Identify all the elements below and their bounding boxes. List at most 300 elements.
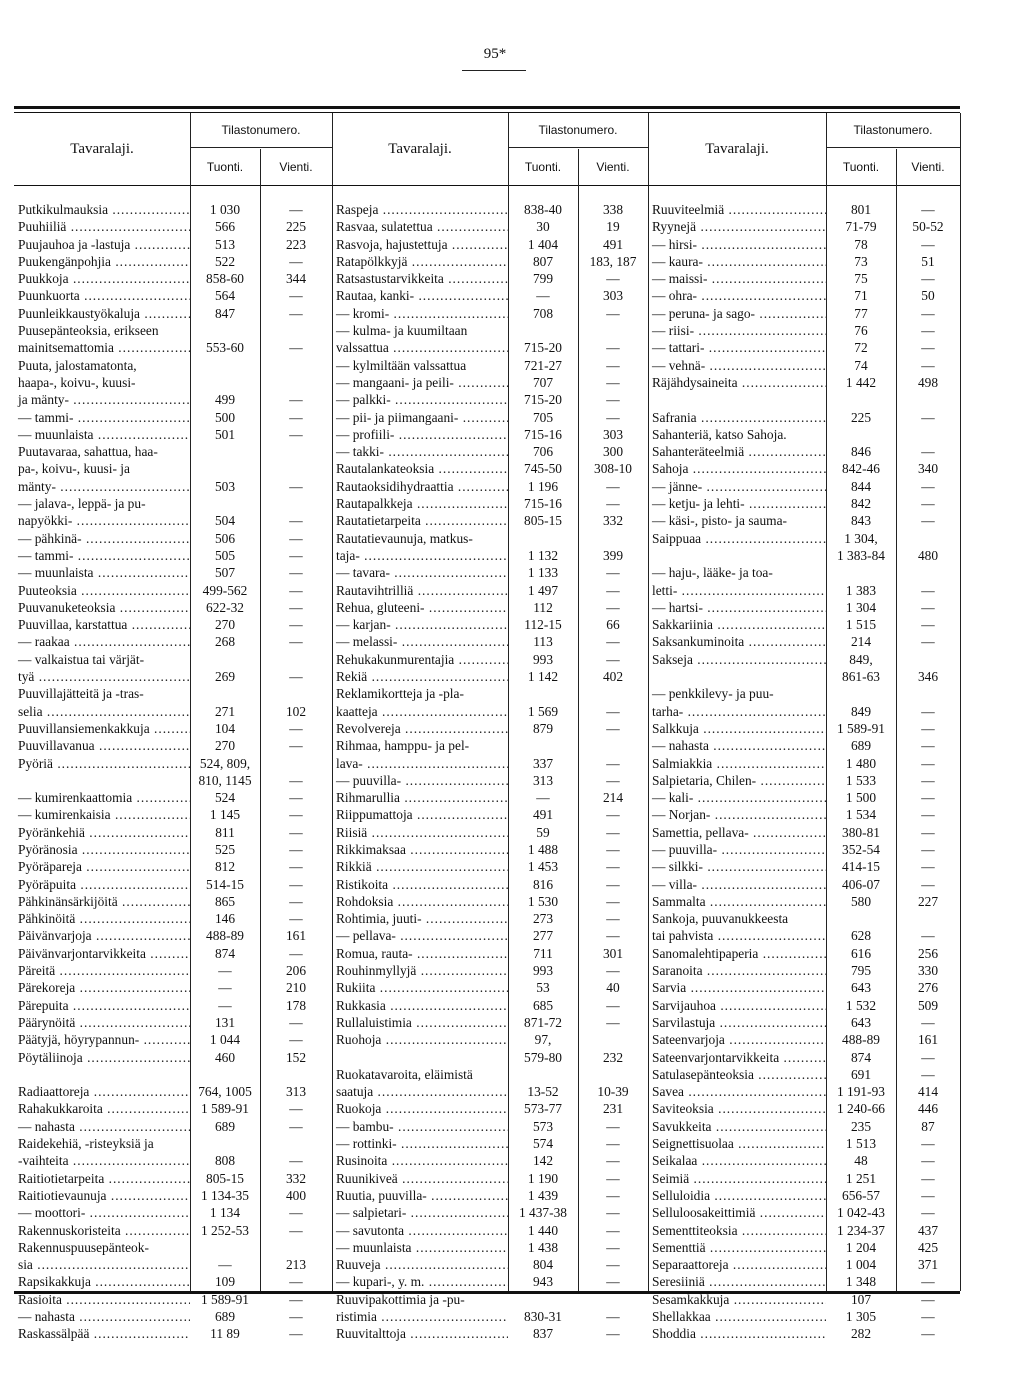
- table-row: [14, 426, 332, 443]
- export-number: —: [606, 1014, 620, 1030]
- export-number: 480: [917, 547, 939, 563]
- export-number: —: [606, 305, 620, 321]
- goods-name: — tammi- .....: [14, 547, 190, 564]
- goods-name: lava- .....: [332, 755, 508, 772]
- export-number: —: [606, 409, 620, 425]
- export-number: —: [289, 530, 303, 546]
- table-row: [14, 322, 332, 339]
- import-number: 1 191-93: [837, 1084, 885, 1100]
- goods-name: Ruuvipakottimia ja -pu-: [336, 1291, 465, 1307]
- import-number: 842-46: [842, 461, 880, 477]
- goods-name: — käsi-, pisto- ja sauma-: [652, 513, 787, 529]
- table-row: [648, 253, 960, 270]
- import-number: 707: [532, 374, 554, 390]
- export-number: —: [289, 617, 303, 633]
- table-row: [648, 962, 960, 979]
- export-number: —: [921, 1066, 935, 1082]
- table-row: [648, 236, 960, 253]
- export-number: —: [606, 599, 620, 615]
- import-number: 849: [850, 703, 872, 719]
- export-number: 276: [917, 980, 939, 996]
- export-number: —: [606, 565, 620, 581]
- table-row: [332, 1014, 648, 1031]
- export-number: —: [289, 565, 303, 581]
- export-number: [260, 357, 332, 374]
- export-number: —: [921, 1170, 935, 1186]
- table-row: [648, 737, 960, 754]
- goods-name: Puutavaraa, sahattua, haa-: [18, 444, 158, 460]
- table-row: [648, 945, 960, 962]
- export-number: 340: [917, 461, 939, 477]
- export-number: [896, 530, 960, 547]
- export-number: —: [921, 1309, 935, 1324]
- import-number: 553-60: [206, 340, 244, 356]
- import-number: 504: [214, 513, 236, 529]
- export-number: —: [289, 893, 303, 909]
- table-row: [648, 426, 960, 443]
- import-number: [190, 374, 260, 391]
- goods-name: Seimiä .....: [648, 1170, 826, 1187]
- stat-number-header: Tilastonumero.: [826, 113, 960, 148]
- export-number: 301: [602, 945, 624, 961]
- export-number: 232: [602, 1049, 624, 1065]
- goods-name: valssattua .....: [332, 339, 508, 356]
- export-number: 161: [285, 928, 307, 944]
- table-row: [332, 512, 648, 529]
- import-number: 564: [214, 288, 236, 304]
- table-row: [332, 218, 648, 235]
- goods-name: — ketju- ja lehti- .....: [648, 495, 826, 512]
- import-number: —: [536, 790, 550, 806]
- export-number: —: [606, 357, 620, 373]
- table-row: [14, 582, 332, 599]
- import-number: 706: [532, 444, 554, 460]
- goods-name: Safrania .....: [648, 409, 826, 426]
- goods-name: Rohdoksia .....: [332, 893, 508, 910]
- table-row: [14, 927, 332, 944]
- goods-name: Puuvillaa, karstattua .....: [14, 616, 190, 633]
- import-number: 685: [532, 997, 554, 1013]
- export-number: —: [289, 738, 303, 754]
- import-number: 715-16: [524, 426, 562, 442]
- table-row: [14, 876, 332, 893]
- page-number: 95*: [483, 46, 507, 62]
- import-number: 573: [532, 1118, 554, 1134]
- table-row: [14, 616, 332, 633]
- goods-name: haapa-, koivu-, kuusi-: [18, 374, 136, 390]
- import-number: 499-562: [202, 582, 248, 598]
- table-row: [14, 218, 332, 235]
- import-number: 816: [532, 876, 554, 892]
- export-number: 425: [917, 1239, 939, 1255]
- table-row: [648, 201, 960, 218]
- import-number: 1 532: [845, 997, 877, 1013]
- import-number: 1 515: [845, 617, 877, 633]
- goods-name: — riisi- .....: [648, 322, 826, 339]
- import-number: 525: [214, 841, 236, 857]
- table-row: [332, 651, 648, 668]
- goods-name: Sahoja .....: [648, 460, 826, 477]
- table-row: [648, 599, 960, 616]
- import-number: 488-89: [842, 1032, 880, 1048]
- table-row: [648, 1083, 960, 1100]
- export-number: 509: [917, 997, 939, 1013]
- goods-name: Pyöränosia .....: [14, 841, 190, 858]
- goods-header: Tavaralaji.: [70, 140, 134, 157]
- export-number: —: [921, 824, 935, 840]
- import-number: 993: [532, 651, 554, 667]
- goods-name: Rautaoksidihydraattia .....: [332, 478, 508, 495]
- goods-name: Rautalankateoksia .....: [332, 460, 508, 477]
- goods-name: Raitiotievaunuja .....: [14, 1187, 190, 1204]
- import-number: 500: [214, 409, 236, 425]
- export-number: —: [921, 1153, 935, 1169]
- export-number: [578, 1066, 648, 1083]
- import-number: 721-27: [524, 357, 562, 373]
- export-number: 50-52: [912, 219, 944, 235]
- export-number: [260, 1239, 332, 1256]
- export-number: —: [606, 997, 620, 1013]
- table-row: [648, 841, 960, 858]
- goods-name: Pyöräpuita .....: [14, 876, 190, 893]
- export-number: —: [606, 720, 620, 736]
- goods-name: Rullaluistimia .....: [332, 1014, 508, 1031]
- table-row: [332, 1273, 648, 1290]
- table-row: [648, 806, 960, 823]
- table-row: [648, 1100, 960, 1117]
- export-number: 40: [606, 980, 620, 996]
- import-number: 1 404: [527, 236, 559, 252]
- goods-name: Puuvillavanua .....: [14, 737, 190, 754]
- table-row: [648, 512, 960, 529]
- import-number: 104: [214, 720, 236, 736]
- goods-name: ristimia .....: [332, 1308, 508, 1325]
- table-row: [332, 495, 648, 512]
- export-number: [578, 737, 648, 754]
- table-row: [332, 530, 648, 547]
- import-number: 11 89: [210, 1326, 240, 1342]
- goods-name: Ruokatavaroita, eläimistä: [336, 1066, 473, 1082]
- goods-name: — ohra- .....: [648, 287, 826, 304]
- export-number: —: [289, 807, 303, 823]
- import-number: 75: [854, 271, 868, 287]
- table-row: [648, 720, 960, 737]
- import-number: 805-15: [206, 1170, 244, 1186]
- export-number: —: [921, 496, 935, 512]
- import-number: 501: [214, 426, 236, 442]
- table-row: [648, 651, 960, 668]
- import-number: 414-15: [842, 859, 880, 875]
- export-number: 225: [285, 219, 307, 235]
- export-number: 332: [285, 1170, 307, 1186]
- import-number: 799: [532, 271, 554, 287]
- table-row: [14, 1308, 332, 1325]
- export-number: 51: [921, 253, 935, 269]
- goods-name: Sakseja .....: [648, 651, 826, 668]
- import-number: 801: [850, 202, 872, 217]
- import-number: 270: [214, 738, 236, 754]
- table-row: [648, 910, 960, 927]
- import-number: 622-32: [206, 599, 244, 615]
- export-number: [260, 755, 332, 772]
- import-number: 107: [850, 1291, 872, 1307]
- goods-name: Puuvillansiemenkakkuja .....: [14, 720, 190, 737]
- goods-name: Rukkasia .....: [332, 997, 508, 1014]
- goods-name: — kromi- .....: [332, 305, 508, 322]
- table-row: [332, 962, 648, 979]
- goods-header: Tavaralaji.: [705, 140, 769, 157]
- import-number: 112-15: [524, 617, 562, 633]
- export-number: 223: [285, 236, 307, 252]
- goods-name: — melassi- .....: [332, 633, 508, 650]
- goods-name: mainitsemattomia .....: [14, 339, 190, 356]
- goods-name: Puukengänpohjia .....: [14, 253, 190, 270]
- import-number: 1 190: [527, 1170, 559, 1186]
- goods-name: Puusepänteoksia, erikseen: [18, 323, 159, 339]
- goods-name: Rukiita .....: [332, 979, 508, 996]
- table-row: [14, 979, 332, 996]
- import-number: 282: [850, 1326, 872, 1342]
- import-number: 491: [532, 807, 554, 823]
- goods-name: Saviteoksia .....: [648, 1100, 826, 1117]
- goods-name: Ruuviteelmiä .....: [648, 201, 826, 218]
- export-number: —: [289, 426, 303, 442]
- export-number: [260, 460, 332, 477]
- table-row: [332, 1066, 648, 1083]
- table-row: [332, 391, 648, 408]
- goods-name: Rihmaa, hamppu- ja pel-: [336, 738, 470, 754]
- goods-name: Rusinoita .....: [332, 1152, 508, 1169]
- table-row: [14, 997, 332, 1014]
- goods-name: — kali- .....: [648, 789, 826, 806]
- export-number: —: [921, 1187, 935, 1203]
- table-row: [332, 737, 648, 754]
- export-number: —: [921, 859, 935, 875]
- goods-name: Separaattoreja .....: [648, 1256, 826, 1273]
- export-number: —: [606, 478, 620, 494]
- export-number: 346: [917, 669, 939, 685]
- table-row: [332, 287, 648, 304]
- export-number: —: [921, 409, 935, 425]
- goods-name: — puuvilla- .....: [648, 841, 826, 858]
- export-number: —: [289, 547, 303, 563]
- goods-name: Shoddia .....: [648, 1325, 826, 1342]
- table-row: [648, 1014, 960, 1031]
- export-number: —: [921, 513, 935, 529]
- goods-name: Riippumattoja .....: [332, 806, 508, 823]
- table-row: [332, 409, 648, 426]
- table-row: [332, 1325, 648, 1342]
- export-number: —: [289, 772, 303, 788]
- table-row: [14, 287, 332, 304]
- table-row: [332, 1256, 648, 1273]
- export-number: 183, 187: [589, 253, 637, 269]
- export-header: Vienti.: [911, 160, 945, 174]
- export-number: —: [921, 755, 935, 771]
- export-number: —: [606, 911, 620, 927]
- import-number: 846: [850, 444, 872, 460]
- import-number: [826, 685, 896, 702]
- export-number: 214: [602, 790, 624, 806]
- table-row: [332, 1031, 648, 1048]
- goods-name: — bambu- .....: [332, 1118, 508, 1135]
- goods-name: Puunleikkaustyökaluja .....: [14, 305, 190, 322]
- import-number: 71: [854, 288, 868, 304]
- table-row: [14, 1152, 332, 1169]
- table-row: [332, 789, 648, 806]
- goods-name: — Norjan- .....: [648, 806, 826, 823]
- column-header: [332, 113, 648, 186]
- export-number: —: [289, 1032, 303, 1048]
- import-number: 844: [850, 478, 872, 494]
- table-row: [648, 1118, 960, 1135]
- export-number: 66: [606, 617, 620, 633]
- import-number: 1 534: [845, 807, 877, 823]
- goods-name: Sarvijauhoa .....: [648, 997, 826, 1014]
- table-row: [14, 893, 332, 910]
- table-row: [14, 391, 332, 408]
- export-number: —: [289, 392, 303, 408]
- goods-name: — kulma- ja kuumiltaan: [336, 323, 468, 339]
- import-number: 843: [850, 513, 872, 529]
- export-number: —: [921, 271, 935, 287]
- table-row: [332, 703, 648, 720]
- import-number: 643: [850, 980, 872, 996]
- goods-name: Salmiakkia .....: [648, 755, 826, 772]
- export-number: —: [289, 513, 303, 529]
- goods-name: Sesamkakkuja .....: [648, 1291, 826, 1308]
- goods-name: -vaihteita .....: [14, 1152, 190, 1169]
- import-number: 871-72: [524, 1014, 562, 1030]
- import-number: 503: [214, 478, 236, 494]
- export-number: —: [606, 1170, 620, 1186]
- goods-name: — salpietari- .....: [332, 1204, 508, 1221]
- export-number: —: [289, 1222, 303, 1238]
- import-number: 705: [532, 409, 554, 425]
- import-number: 113: [533, 634, 553, 650]
- export-number: —: [921, 357, 935, 373]
- table-row: [648, 789, 960, 806]
- table-row: [332, 772, 648, 789]
- goods-name: Satulasepänteoksia .....: [648, 1066, 826, 1083]
- goods-name: — puuvilla- .....: [332, 772, 508, 789]
- goods-name: Pöytäliinoja .....: [14, 1049, 190, 1066]
- import-number: 689: [850, 738, 872, 754]
- goods-name: Rehukakunmurentajia .....: [332, 651, 508, 668]
- goods-name: Puuta, jalostamatonta,: [18, 357, 137, 373]
- export-number: [896, 564, 960, 581]
- export-number: —: [289, 478, 303, 494]
- export-number: —: [606, 374, 620, 390]
- export-number: 303: [602, 288, 624, 304]
- import-number: 1 251: [845, 1170, 877, 1186]
- table-row: [14, 1256, 332, 1273]
- import-number: 865: [214, 893, 236, 909]
- import-number: 1 453: [527, 859, 559, 875]
- goods-name: Savukkeita .....: [648, 1118, 826, 1135]
- goods-name: [648, 547, 826, 564]
- goods-name: Räjähdysaineita .....: [648, 374, 826, 391]
- import-number: 1 442: [845, 374, 877, 390]
- export-number: —: [289, 1326, 303, 1342]
- import-number: 48: [854, 1153, 868, 1169]
- goods-name: Pyöräpareja .....: [14, 858, 190, 875]
- table-row: [648, 1049, 960, 1066]
- export-number: —: [289, 790, 303, 806]
- goods-name: Pähkinöitä .....: [14, 910, 190, 927]
- import-number: 78: [854, 236, 868, 252]
- goods-name: Saippuaa .....: [648, 530, 826, 547]
- table-row: [332, 339, 648, 356]
- export-number: —: [606, 1118, 620, 1134]
- export-number: —: [289, 720, 303, 736]
- import-number: 807: [532, 253, 554, 269]
- goods-name: Ristikoita .....: [332, 876, 508, 893]
- table-row: [14, 824, 332, 841]
- export-number: —: [606, 807, 620, 823]
- export-number: —: [289, 911, 303, 927]
- import-number: 460: [214, 1049, 236, 1065]
- goods-name: Sarvilastuja .....: [648, 1014, 826, 1031]
- import-number: [190, 1135, 260, 1152]
- export-number: —: [606, 928, 620, 944]
- goods-name: saatuja .....: [332, 1083, 508, 1100]
- goods-name: mänty- .....: [14, 478, 190, 495]
- export-number: [896, 391, 960, 408]
- import-number: 1 437-38: [519, 1205, 567, 1221]
- goods-name: Rakennuspuusepänteok-: [18, 1239, 149, 1255]
- table-row: [648, 1066, 960, 1083]
- import-number: 1 569: [527, 703, 559, 719]
- table-row: [14, 1239, 332, 1256]
- import-number: 1 042-43: [837, 1205, 885, 1221]
- goods-name: Ratapölkkyjä .....: [332, 253, 508, 270]
- table-row: [332, 1291, 648, 1308]
- table-row: [648, 287, 960, 304]
- export-number: [578, 1031, 648, 1048]
- import-number: 861-63: [842, 669, 880, 685]
- import-number: 268: [214, 634, 236, 650]
- table-row: [648, 893, 960, 910]
- export-number: —: [289, 634, 303, 650]
- table-row: [14, 530, 332, 547]
- table-row: [332, 1187, 648, 1204]
- goods-name: Sammalta .....: [648, 893, 826, 910]
- goods-name: [14, 1066, 190, 1083]
- table-row: [332, 910, 648, 927]
- goods-name: — penkkilevy- ja puu-: [652, 686, 774, 702]
- table-row: [14, 651, 332, 668]
- table-row: [332, 564, 648, 581]
- export-number: —: [921, 340, 935, 356]
- import-number: 380-81: [842, 824, 880, 840]
- table-row: [14, 270, 332, 287]
- table-row: [332, 824, 648, 841]
- goods-name: Romua, rauta- .....: [332, 945, 508, 962]
- column-block-2: [332, 109, 648, 1342]
- table-row: [648, 547, 960, 564]
- import-number: [190, 685, 260, 702]
- export-number: —: [921, 720, 935, 736]
- import-number: 795: [850, 963, 872, 979]
- import-number: 1 383-84: [837, 547, 885, 563]
- goods-name: Pähkinänsärkijöitä .....: [14, 893, 190, 910]
- import-number: 1 304,: [844, 530, 878, 546]
- table-row: [332, 927, 648, 944]
- goods-name: — moottori- .....: [14, 1204, 190, 1221]
- export-number: 231: [602, 1101, 624, 1117]
- import-number: 764, 1005: [198, 1084, 252, 1100]
